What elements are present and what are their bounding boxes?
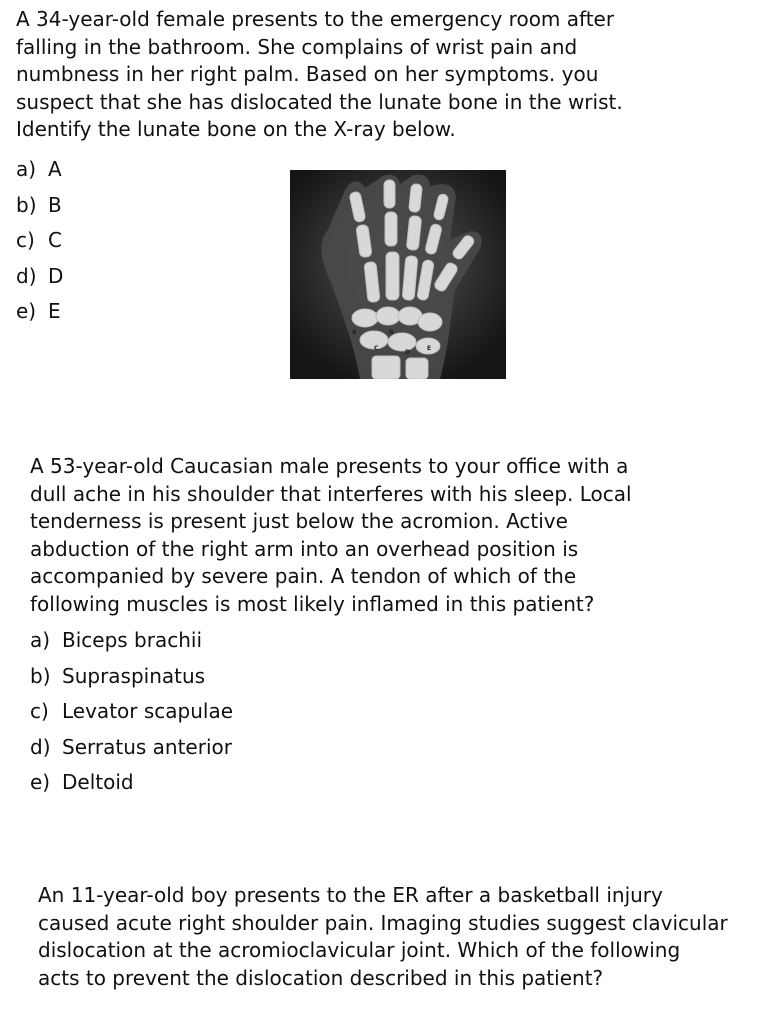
option-letter: e) [16,299,37,323]
option-letter: a) [16,157,37,181]
option-text: Deltoid [62,770,134,794]
hand-xray-illustration [290,170,506,379]
option-text: D [48,263,64,288]
question-2 [30,453,670,619]
option-e [30,765,233,801]
xray-label-b: B [389,329,394,336]
option-b [16,188,63,224]
option-text: Supraspinatus [62,663,206,688]
option-c [16,223,63,259]
hand-xray-image [290,170,506,379]
option-d [30,730,233,766]
xray-label-a: A [352,329,357,336]
question-2-stem: A 53-year-old Caucasian male presents to your office with a dull ache in his shoulder that interferes with his sleep. Local tenderness is present just below the acromion. Active abduction of the right arm into an overhead position is accompanied by severe pain. A tendon of which of the following muscles is most likely inflamed in this patient? [30,454,632,616]
question-2-options [30,623,233,801]
option-letter: a) [30,628,51,652]
option-text: C [48,228,62,252]
option-c [30,694,233,730]
option-letter: d) [30,734,51,759]
option-d [16,259,63,295]
option-text: A [48,157,62,181]
option-b [30,659,233,695]
question-3-stem: An 11-year-old boy presents to the ER after a basketball injury caused acute right shoulder pain. Imaging studies suggest clavicular dislocation at the acromioclavicular joint. Which of the following acts to prevent the dislocation described in this patient? [38,883,728,990]
option-letter: b) [30,663,51,688]
xray-label-c: C [374,345,379,352]
xray-label-d: D [405,349,410,356]
option-text: B [48,192,62,217]
option-text: Biceps brachii [62,628,203,652]
option-letter: d) [16,263,37,288]
option-a [30,623,233,659]
option-letter: c) [16,228,35,252]
option-letter: b) [16,192,37,217]
option-letter: e) [30,770,51,794]
option-letter: c) [30,699,49,723]
option-e [16,294,63,330]
option-text: Levator scapulae [62,699,234,723]
option-text: Serratus anterior [62,734,232,759]
question-1-stem: A 34-year-old female presents to the emergency room after falling in the bathroom. She complains of wrist pain and numbness in her right palm. Based on her symptoms. you suspect that she has dislocated the lunate bone in the wrist. Identify the lunate bone on the X-ray below. [16,7,623,142]
option-text: E [48,299,61,323]
question-1 [16,6,656,144]
question-3 [38,882,728,992]
xray-label-e: E [427,345,432,352]
question-1-options [16,152,63,330]
option-a [16,152,63,188]
